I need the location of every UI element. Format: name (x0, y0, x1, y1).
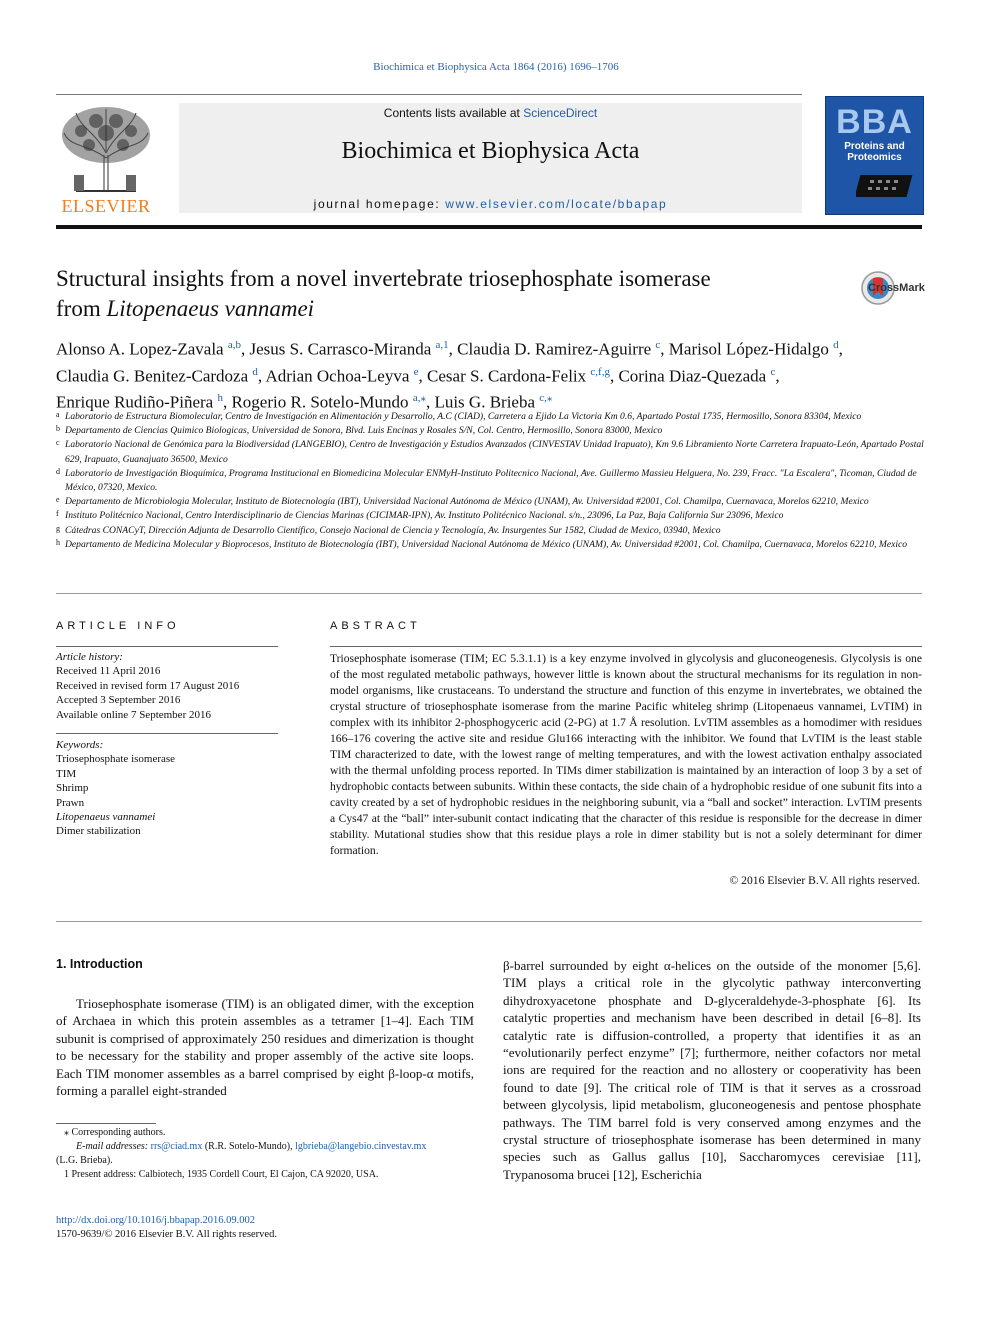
introduction-paragraph-right: β-barrel surrounded by eight α-helices on the outside of the monomer [5,6]. TIM plays a critical role in the glycolytic pathway interconverting dihydroxyacetone phosphate and D-glyceraldehyde-3-phosphate [6]. Its catalytic properties and mechanism have been described in detail [6–8]. Its catalytic rate is diffusion-controlled, a property that identifies it as an “evolutionarily perfect enzyme” [7]; furthermore, neither cofactors nor metal ions are required for the reaction and no allostery or cooperativity has been found to date [9]. The critical role of TIM is that it serves as a crossroad between glycolysis, lipid metabolism, gluconeogenesis and pentose phosphate pathways. The TIM barrel fold is very conserved among enzymes and the crystal structure of triosephosphate isomerase has been determined in many species such as Gallus gallus [10], Saccharomyces cerevisiae [11], Trypanosoma brucei [12], Escherichia (503, 958, 921, 1182)
cover-subtitle-2: Proteomics (847, 152, 902, 163)
title-species: Litopenaeus vannamei (106, 296, 315, 321)
journal-title: Biochimica et Biophysica Acta (341, 138, 640, 164)
footnote-rule (56, 1123, 156, 1124)
affiliation-label: f (56, 509, 59, 519)
author-separator: , (838, 339, 843, 359)
affiliation-list (56, 410, 924, 552)
author-name[interactable]: Corina Diaz-Quezada (618, 366, 771, 386)
author-name[interactable]: Marisol López-Hidalgo (668, 339, 834, 359)
author-affiliation-marker[interactable]: c (770, 365, 776, 378)
affiliation-text: Departamento de Ciencias Quimico Biologicas, Universidad de Sonora, Blvd. Luis Encinas y Rosales S/N, Col. Centro, Hermosillo, Sonora 83000, Mexico (65, 425, 663, 437)
author-name[interactable]: Claudia G. Benitez-Cardoza (56, 366, 253, 386)
author-name[interactable]: Adrian Ochoa-Leyva (265, 366, 414, 386)
abstract-body: Triosephosphate isomerase (TIM; EC 5.3.1.1) is a key enzyme involved in glycolysis and gluconeogenesis. Glycolysis is one of the most regulated metabolic pathways, however little is known about the structural mechanisms for its regulation in non-model organisms, like crustaceans. To understand the structure and function of this enzyme in invertebrates, we obtained the crystal structure of triosephosphate isomerase from the marine Pacific whiteleg shrimp (Litopenaeus vannamei, LvTIM) in complex with its inhibitor 2-phosphogyceric acid (2-PG) at 1.7 Å resolution. LvTIM assembles as a homodimer with residues 166–176 covering the active site and residue Glu166 interacting with the inhibitor. We found that LvTIM is the least stable TIM characterized to date, with the lowest range of melting temperatures, and with the lowest activation enthalpy associated with the thermal unfolding process reported. In TIMs dimer stabilization is maintained by an interaction of loop 3 by a set of hydrophobic contacts between subunits. Within these contacts, the side chain of a hydrophobic residue of one subunit fits into a cavity created by a set of hydrophobic residues in the neighboring subunit, via a “ball and socket” interaction. LvTIM presents a Cys47 at the “ball” inter-subunit contact indicating that the character of this residue is responsible for the decrease in dimer stability. Mutational studies show that this residue plays a role in dimer stability but is not a solely determinant for dimer formation. (330, 652, 922, 857)
author-affiliation-marker[interactable]: d (252, 365, 258, 378)
history-item: Received in revised form 17 August 2016 (56, 679, 240, 692)
issn-line: 1570-9639/© 2016 Elsevier B.V. All rights reserved. (56, 1229, 277, 1240)
affiliation-label: a (56, 410, 60, 419)
affiliation-item (56, 424, 924, 438)
affiliation-text: Laboratorio de Investigación Bioquímica, Programa Institucional en Biomedicina Molecular ENMyH-Instituto Politecnico Nacional, Ave. Guillermo Massieu Helguera, No. 239, Fracc. "La Escalera", Ticoman, Ciudad de México, 07320, Mexico. (65, 467, 917, 494)
author-separator: , (775, 366, 780, 386)
doi-block (56, 1214, 277, 1242)
affiliation-item (56, 410, 924, 424)
author-separator: , (240, 339, 250, 359)
introduction-paragraph-left: Triosephosphate isomerase (TIM) is an obligated dimer, with the exception of Archaea in which this protein assembles as a tetramer [1–4]. Each TIM subunit is comprised of approximately 250 residues and dimerization is thought to be necessary for the stability and proper assembly of the active site loops. Each TIM monomer assembles as a barrel comprised by eight β-loop-α motifs, forming a parallel eight-stranded (56, 996, 474, 1099)
author-separator: , (660, 339, 669, 359)
title-line-1: Structural insights from a novel invertebrate triosephosphate isomerase (56, 266, 711, 291)
history-label: Article history: (56, 651, 123, 663)
abstract-rule (330, 646, 922, 647)
author-list (56, 334, 926, 414)
copyright-line: © 2016 Elsevier B.V. All rights reserved. (729, 874, 920, 887)
author-affiliation-marker[interactable]: h (217, 392, 223, 405)
section-rule (56, 921, 922, 922)
author-name[interactable]: Luis G. Brieba (434, 392, 540, 412)
author-affiliation-marker[interactable]: c (655, 339, 661, 351)
contents-prefix: Contents lists available at (383, 106, 524, 120)
doi-link[interactable]: http://dx.doi.org/10.1016/j.bbapap.2016.09.002 (56, 1215, 256, 1226)
title-line-2-prefix: from (56, 296, 107, 321)
abstract-heading: ABSTRACT (330, 620, 421, 632)
history-item: Available online 7 September 2016 (56, 708, 211, 721)
keywords (56, 738, 278, 839)
sciencedirect-link[interactable]: ScienceDirect (523, 106, 598, 120)
author-name[interactable]: Jesus S. Carrasco-Miranda (249, 339, 436, 359)
affiliation-label: h (56, 537, 60, 547)
keyword-item: Dimer stabilization (56, 825, 141, 838)
author-separator: , (257, 366, 266, 386)
contents-available (179, 106, 802, 120)
header-thick-rule (56, 225, 922, 229)
affiliation-text: Laboratorio de Estructura Biomolecular, Centro de Investigación en Alimentación y Desarrollo, A.C (CIAD), Carretera a Ejido La Victoria Km 0.6, Apartado Postal 1735, Hermosillo, Sonora 83304, Mexico (65, 411, 862, 422)
article-history (56, 650, 278, 722)
email-label: E-mail addresses: (76, 1141, 151, 1152)
present-address-note: 1 Present address: Calbiotech, 1935 Cordell Court, El Cajon, CA 92020, USA. (64, 1169, 379, 1180)
keyword-item: Triosephosphate isomerase (56, 753, 176, 766)
author-name[interactable]: Alonso A. Lopez-Zavala (56, 339, 228, 359)
affiliation-item (56, 495, 924, 509)
keyword-item: Prawn (56, 796, 85, 809)
cover-subtitle-1: Proteins and (844, 141, 905, 152)
author-separator: , (609, 366, 619, 386)
affiliation-label: c (56, 438, 60, 448)
cover-title: BBA (836, 103, 913, 141)
journal-homepage (179, 197, 802, 211)
keyword-item: TIM (56, 767, 77, 780)
author-name[interactable]: Claudia D. Ramirez-Aguirre (457, 339, 656, 359)
affiliation-label: e (56, 495, 60, 505)
author-separator: , (425, 392, 435, 412)
section-rule (56, 593, 922, 594)
affiliation-text: Departamento de Medicina Molecular y Bioprocesos, Instituto de Biotecnología (IBT), Universidad Nacional Autónoma de México (UNAM), Av. Universidad #2001, Col. Chamilpa, Cuernavaca, Morelos 62210, Mexico (65, 538, 908, 550)
history-item: Accepted 3 September 2016 (56, 694, 181, 707)
article-info-rule (56, 646, 278, 647)
article-info-heading: ARTICLE INFO (56, 620, 180, 632)
affiliation-label: b (56, 424, 60, 434)
affiliation-text: Laboratorio Nacional de Genómica para la Biodiversidad (LANGEBIO), Centro de Investigación y Estudios Avanzados (CINVESTAV Unidad Irapuato), Km 9.6 Libramiento Norte Carretera Irapuato-León, Apartado Postal 629, Irapuato, Guanajuato 36500, Mexico (65, 439, 924, 465)
affiliation-item (56, 524, 924, 538)
article-title (56, 264, 816, 324)
affiliation-item (56, 538, 924, 552)
keyword-item: Litopenaeus vannamei (56, 811, 156, 824)
author-name[interactable]: Enrique Rudiño-Piñera (56, 392, 218, 412)
history-item: Received 11 April 2016 (56, 665, 161, 678)
email-link-sotelo[interactable]: rrs@ciad.mx (150, 1141, 203, 1152)
keywords-rule (56, 733, 278, 734)
affiliation-item (56, 467, 924, 495)
affiliation-text: Instituto Politécnico Nacional, Centro Interdisciplinario de Ciencias Marinas (CICIMAR-IPN), Av. Instituto Politécnico Nacional. s/n., 23096, La Paz, Baja California Sur 23096, Mexico (65, 510, 784, 522)
introduction-heading: 1. Introduction (56, 957, 143, 971)
affiliation-text: Departamento de Microbiologia Molecular, Instituto de Biotecnología (IBT), Universidad Nacional Autónoma de México (UNAM), Av. Universidad #2001, Col. Chamilpa, Cuernavaca, Morelos 62210, Mexico (65, 496, 869, 508)
corresponding-note: ⁎ Corresponding authors. (64, 1127, 166, 1138)
affiliation-item (56, 438, 924, 466)
affiliation-item (56, 509, 924, 523)
homepage-link[interactable]: www.elsevier.com/locate/bbapap (445, 197, 668, 211)
author-affiliation-marker[interactable]: a,⁎ (412, 392, 426, 405)
homepage-prefix: journal homepage: (313, 197, 446, 211)
author-separator: , (448, 339, 458, 359)
elsevier-wordmark: ELSEVIER (61, 196, 151, 216)
affiliation-label: g (56, 523, 60, 533)
author-separator: , (418, 366, 428, 386)
cover-image (856, 169, 918, 205)
email-name-sotelo: (R.R. Sotelo-Mundo), (202, 1141, 296, 1152)
footnotes (56, 1126, 476, 1182)
email-link-brieba[interactable]: lgbrieba@langebio.cinvestav.mx (295, 1141, 427, 1152)
author-separator: , (222, 392, 232, 412)
author-affiliation-marker[interactable]: c,⁎ (539, 392, 553, 405)
keywords-label: Keywords: (56, 739, 104, 751)
journal-citation[interactable]: Biochimica et Biophysica Acta 1864 (2016) 1696–1706 (373, 61, 619, 73)
author-affiliation-marker[interactable]: a,b (227, 339, 241, 351)
author-name[interactable]: Cesar S. Cardona-Felix (427, 366, 591, 386)
affiliation-label: d (56, 466, 60, 476)
crossmark-label[interactable]: CrossMark (868, 282, 925, 294)
author-affiliation-marker[interactable]: d (833, 339, 839, 351)
header-rule (56, 94, 802, 95)
journal-cover (825, 96, 924, 215)
keyword-item: Shrimp (56, 782, 89, 795)
email-name-brieba: (L.G. Brieba). (56, 1155, 113, 1166)
author-name[interactable]: Rogerio R. Sotelo-Mundo (231, 392, 413, 412)
author-affiliation-marker[interactable]: a,1 (435, 339, 449, 351)
affiliation-text: Cátedras CONACyT, Dirección Adjunta de Desarrollo Científico, Consejo Nacional de Ciencia y Tecnología, Av. Insurgentes Sur 1582, Ciudad de Mexico, 03940, Mexico (65, 524, 721, 536)
author-affiliation-marker[interactable]: c,f,g (590, 365, 610, 378)
author-affiliation-marker[interactable]: e (413, 365, 419, 378)
